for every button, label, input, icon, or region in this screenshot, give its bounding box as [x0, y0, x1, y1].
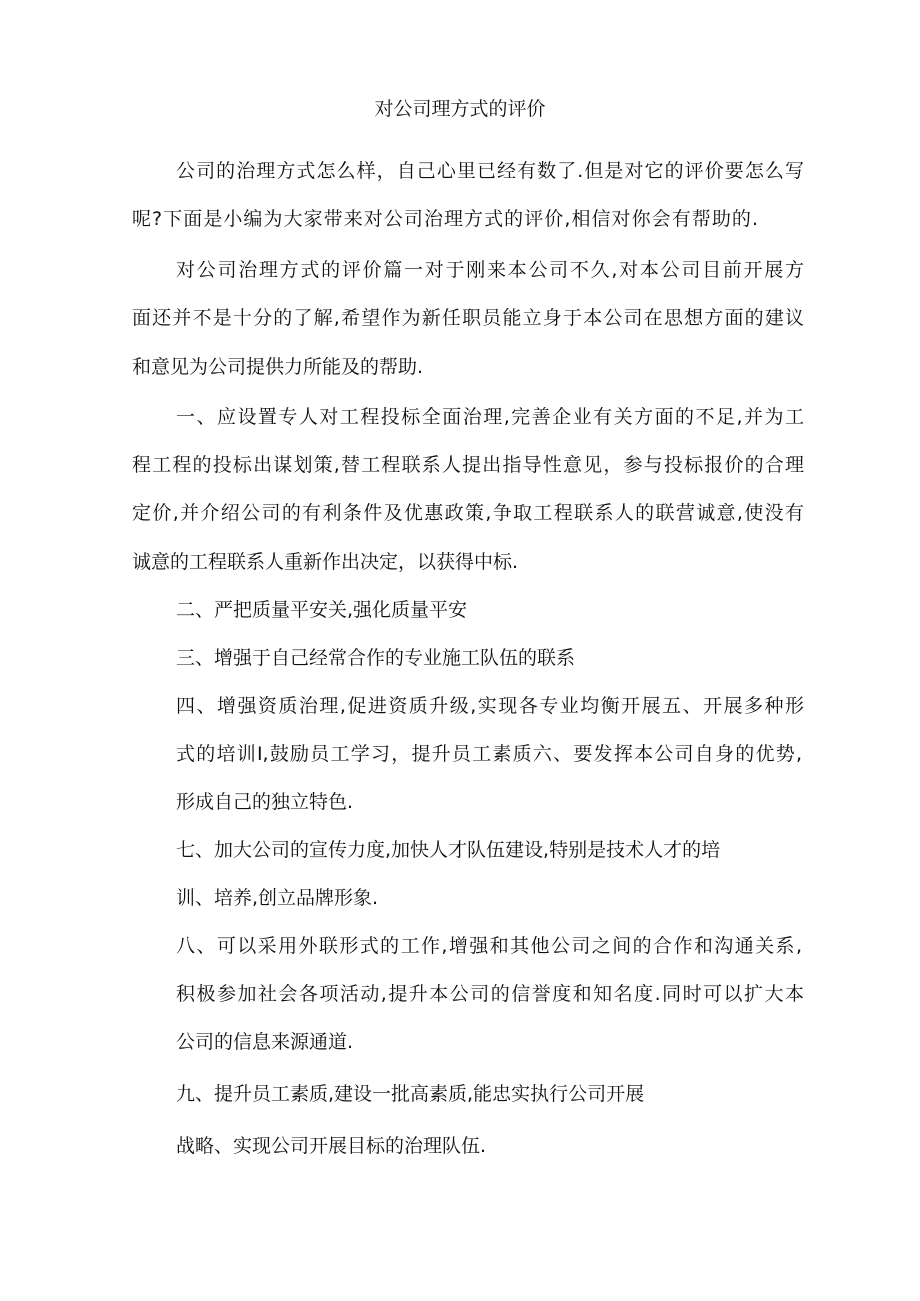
text-line: 四、增强资质治理,促进资质升级,实现各专业均衡开展五、开展多种形: [176, 695, 804, 717]
document-title: 对公司理方式的评价: [374, 98, 546, 120]
text-line: 九、提升员工素质,建设一批高素质,能忠实执行公司开展: [176, 1083, 645, 1105]
text-line: 呢?下面是小编为大家带来对公司治理方式的评价,相信对你会有帮助的.: [132, 208, 758, 230]
text-line: 对公司治理方式的评价篇一对于刚来本公司不久,对本公司目前开展方: [176, 259, 804, 281]
text-line: 面还并不是十分的了解,希望作为新任职员能立身于本公司在思想方面的建议: [132, 307, 804, 329]
text-line: 三、增强于自己经常合作的专业施工队伍的联系: [176, 647, 576, 669]
text-line: 积极参加社会各项活动,提升本公司的信誉度和知名度.同时可以扩大本: [176, 983, 804, 1005]
text-line: 公司的治理方式怎么样，自己心里已经有数了.但是对它的评价要怎么写: [176, 160, 804, 182]
text-line: 和意见为公司提供力所能及的帮助.: [132, 356, 424, 378]
text-line: 七、加大公司的宣传力度,加快人才队伍建设,特别是技术人才的培: [176, 839, 721, 861]
text-line: 诚意的工程联系人重新作出决定，以获得中标.: [132, 551, 519, 573]
text-line: 八、可以采用外联形式的工作,增强和其他公司之间的合作和沟通关系,: [176, 935, 802, 957]
text-line: 公司的信息来源通道.: [176, 1031, 354, 1053]
text-line: 一、应设置专人对工程投标全面治理,完善企业有关方面的不足,并为工: [176, 406, 804, 428]
text-line: 二、严把质量平安关,强化质量平安: [176, 599, 468, 621]
text-line: 战略、实现公司开展目标的治理队伍.: [176, 1135, 487, 1157]
text-line: 训、培养,创立品牌形象.: [176, 887, 379, 909]
text-line: 式的培训I,鼓励员工学习，提升员工素质六、要发挥本公司自身的优势,: [176, 743, 802, 765]
text-line: 程工程的投标出谋划策,替工程联系人提出指导性意见，参与投标报价的合理: [132, 454, 804, 476]
text-line: 形成自己的独立特色.: [176, 791, 354, 813]
text-line: 定价,并介绍公司的有利条件及优惠政策,争取工程联系人的联营诚意,使没有: [132, 502, 804, 524]
